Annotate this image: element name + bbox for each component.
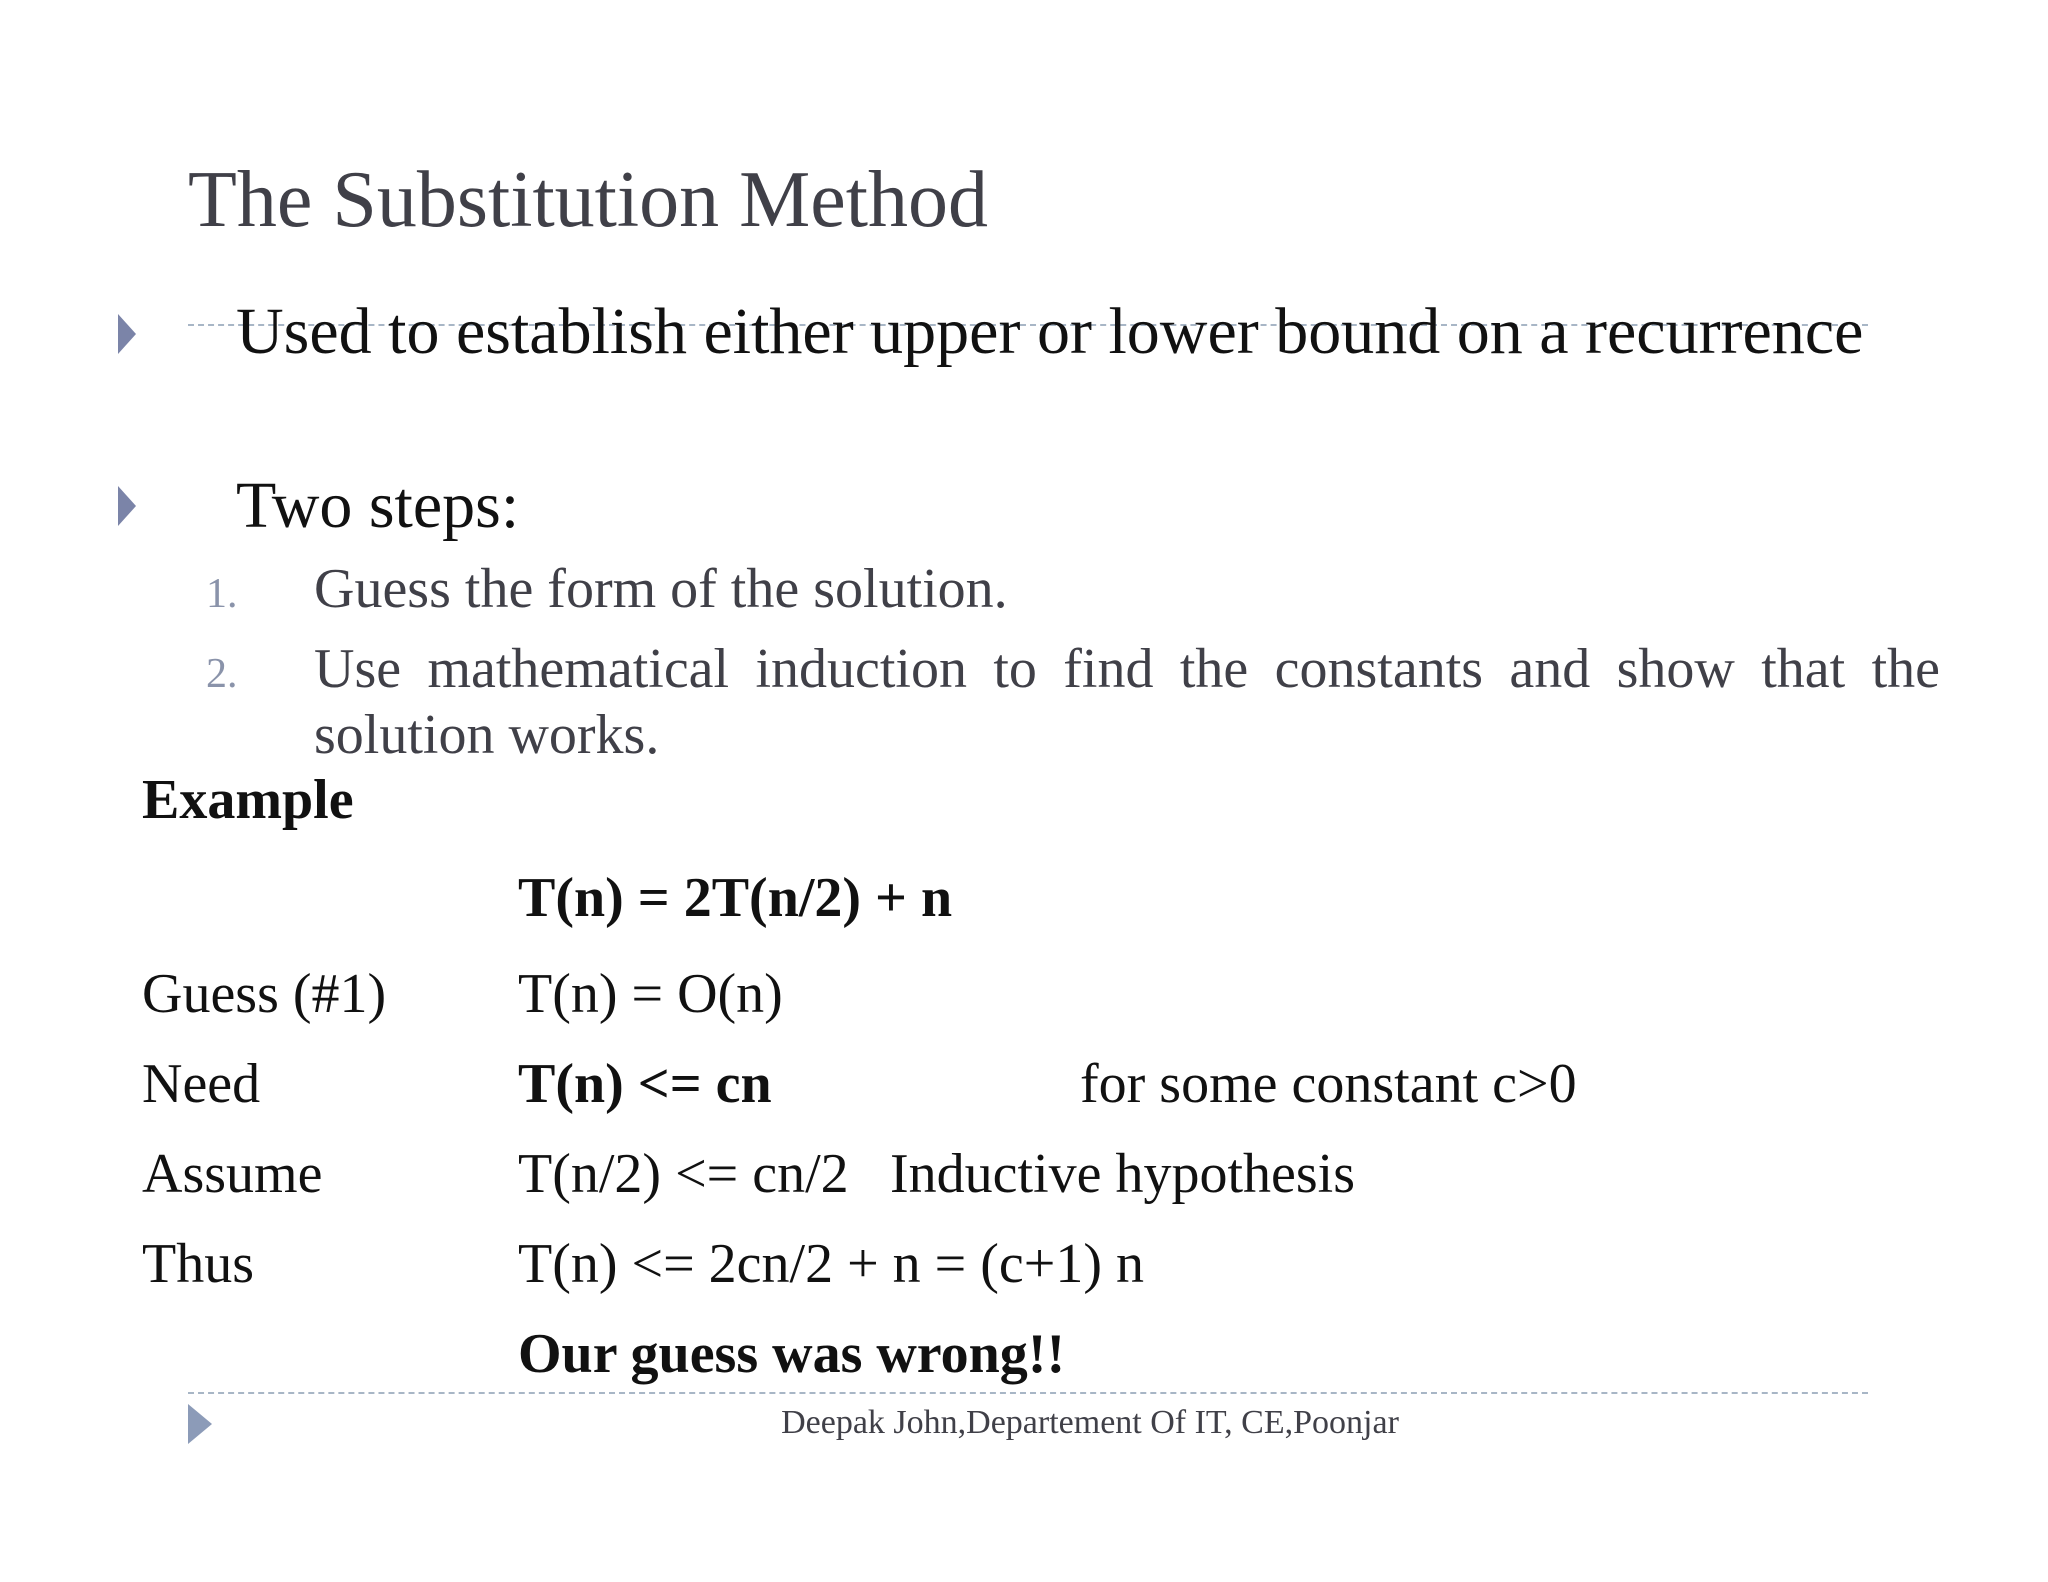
footer-credit: Deepak John,Departement Of IT, CE,Poonjar [781, 1404, 1399, 1441]
step-text: Use mathematical induction to find the constants and show that the solution works. [314, 638, 1940, 766]
row-label: Need [142, 1053, 261, 1115]
bullet-arrow-icon [118, 486, 136, 526]
row-label: Guess (#1) [142, 963, 387, 1025]
row-note: Inductive hypothesis [890, 1143, 1356, 1205]
example-heading: Example [142, 769, 354, 831]
row-label: Thus [142, 1233, 254, 1295]
row-note: for some constant c>0 [1080, 1053, 1577, 1115]
row-expression: T(n) = O(n) [518, 963, 783, 1025]
footer-divider [188, 1392, 1868, 1394]
bullet-arrow-icon [118, 314, 136, 354]
bullet-item: Used to establish either upper or lower bound on a recurrence [236, 295, 1864, 368]
row-label: Assume [142, 1143, 323, 1205]
row-expression: T(n/2) <= cn/2 [518, 1143, 849, 1205]
recurrence-equation: T(n) = 2T(n/2) + n [518, 867, 953, 929]
step-number: 1. [206, 571, 238, 617]
bullet-item: Two steps: [236, 469, 520, 542]
conclusion-text: Our guess was wrong!! [518, 1323, 1066, 1385]
slide-title: The Substitution Method [188, 156, 988, 244]
step-text: Guess the form of the solution. [314, 558, 1008, 620]
step-number: 2. [206, 651, 238, 697]
row-expression: T(n) <= cn [518, 1053, 772, 1115]
row-expression: T(n) <= 2cn/2 + n = (c+1) n [518, 1233, 1144, 1295]
